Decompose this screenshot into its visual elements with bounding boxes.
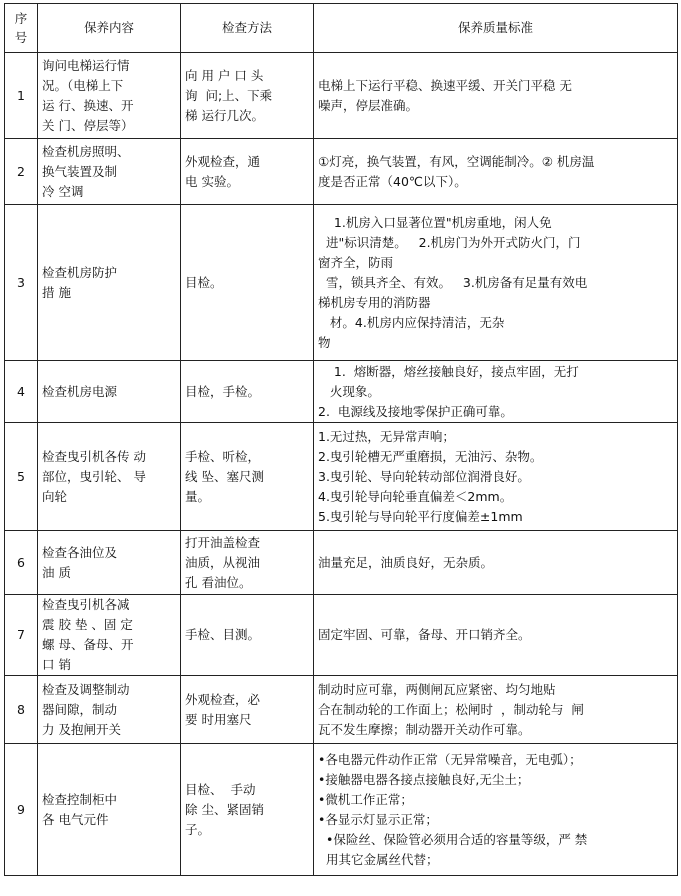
cell-standard [314, 676, 678, 744]
cell-line: 向 用 户 口 头 [185, 67, 264, 83]
cell-content [38, 595, 181, 676]
cell-line: •各显示灯显示正常； [318, 811, 438, 827]
cell-line: 电 实验。 [185, 173, 239, 189]
cell-line: 检查曳引机各传 动 [42, 448, 146, 464]
maintenance-table [4, 3, 678, 876]
header-content: 保养内容 [38, 4, 181, 53]
cell-no: 3 [5, 205, 38, 361]
table-row [5, 676, 678, 744]
cell-line: 目检，手检。 [185, 383, 261, 399]
cell-line: 噪声，停层准确。 [318, 97, 419, 113]
cell-line: 关 门、停层等） [42, 117, 134, 133]
cell-line: 检查机房电源 [42, 383, 118, 399]
cell-no: 1 [5, 53, 38, 139]
table-row [5, 139, 678, 205]
cell-line: 度是否正常（40℃以下）。 [318, 173, 467, 189]
cell-line: 油 质 [42, 564, 71, 580]
cell-line: 打开油盖检查 [185, 534, 261, 550]
cell-line: 换气装置及制 [42, 163, 118, 179]
cell-method [181, 423, 314, 531]
cell-no: 2 [5, 139, 38, 205]
cell-line: 制动时应可靠，两侧闸瓦应紧密、均匀地贴 [318, 681, 556, 697]
cell-line: 1. 熔断器，熔丝接触良好，接点牢固，无打 [318, 363, 579, 379]
cell-method [181, 205, 314, 361]
cell-line: 检查控制柜中 [42, 791, 118, 807]
cell-line: 瓦不发生摩擦；制动器开关动作可靠。 [318, 721, 531, 737]
cell-method [181, 676, 314, 744]
cell-line: 口 销 [42, 657, 71, 672]
cell-line: 外观检查，必 [185, 691, 261, 707]
cell-content [38, 423, 181, 531]
cell-standard [314, 205, 678, 361]
cell-line: 火现象。 [318, 383, 380, 399]
cell-line: 材。4.机房内应保持清洁，无杂 [318, 314, 505, 330]
cell-line: 固定牢固、可靠，备母、开口销齐全。 [318, 627, 531, 642]
cell-standard [314, 361, 678, 423]
cell-line: 量。 [185, 488, 211, 504]
cell-line: 运 行、换速、开 [42, 97, 134, 113]
cell-standard [314, 53, 678, 139]
cell-line: 用其它金属丝代替； [318, 851, 439, 867]
cell-line: 子。 [185, 821, 211, 837]
cell-content [38, 53, 181, 139]
cell-line: 震 胶 垫 、固 定 [42, 617, 133, 632]
cell-line: 梯 运行几次。 [185, 107, 264, 123]
cell-line: 检查各油位及 [42, 544, 118, 560]
cell-standard [314, 139, 678, 205]
header-no: 序 号 [5, 4, 38, 53]
cell-line: 况。（电梯上下 [42, 77, 124, 93]
cell-line: •接触器电器各接点接触良好,无尘土； [318, 771, 530, 787]
cell-method [181, 744, 314, 876]
cell-line: ①灯亮，换气装置，有风，空调能制冷。② 机房温 [318, 153, 595, 169]
cell-line: 2. 电源线及接地零保护正确可靠。 [318, 403, 513, 419]
cell-no: 9 [5, 744, 38, 876]
cell-no: 7 [5, 595, 38, 676]
cell-line: 油质，从视油 [185, 554, 261, 570]
table-row [5, 744, 678, 876]
cell-line: 力 及抱闸开关 [42, 721, 121, 737]
table-row [5, 595, 678, 676]
cell-line: 4.曳引轮导向轮垂直偏差＜2mm。 [318, 488, 513, 504]
cell-line: 1.机房入口显著位置"机房重地，闲人免 [318, 214, 552, 230]
cell-line: 询问电梯运行情 [42, 57, 130, 73]
cell-line: 合在制动轮的工作面上；松闸时 ，制动轮与 闸 [318, 701, 584, 717]
cell-line: 各 电气元件 [42, 811, 109, 827]
table-row [5, 205, 678, 361]
table-row [5, 423, 678, 531]
cell-line: •保险丝、保险管必须用合适的容量等级，严 禁 [318, 831, 588, 847]
header-row [5, 4, 678, 53]
cell-line: 手检、听检， [185, 448, 261, 464]
cell-line: 进"标识清楚。 2.机房门为外开式防火门，门 [318, 234, 581, 250]
cell-content [38, 139, 181, 205]
cell-line: 询 问;上、下乘 [185, 87, 273, 103]
cell-line: 手检、目测。 [185, 627, 261, 642]
cell-line: 检查机房照明、 [42, 143, 130, 159]
cell-standard [314, 744, 678, 876]
table-row [5, 361, 678, 423]
cell-content [38, 531, 181, 595]
cell-content [38, 676, 181, 744]
cell-method [181, 53, 314, 139]
header-method: 检查方法 [181, 4, 314, 53]
cell-method [181, 139, 314, 205]
cell-line: 梯机房专用的消防器 [318, 294, 431, 310]
header-standard: 保养质量标准 [314, 4, 678, 53]
cell-line: 除 尘、紧固销 [185, 801, 264, 817]
cell-line: 物 [318, 334, 331, 350]
cell-no: 6 [5, 531, 38, 595]
cell-no: 4 [5, 361, 38, 423]
cell-content [38, 205, 181, 361]
cell-line: 检查曳引机各减 [42, 597, 130, 612]
cell-line: 外观检查，通 [185, 153, 261, 169]
cell-line: 检查及调整制动 [42, 681, 130, 697]
cell-line: 要 时用塞尺 [185, 711, 252, 727]
cell-no: 5 [5, 423, 38, 531]
cell-line: 窗齐全，防雨 [318, 254, 394, 270]
cell-line: 部位，曳引轮、 导 [42, 468, 146, 484]
cell-line: 3.曳引轮、导向轮转动部位润滑良好。 [318, 468, 530, 484]
cell-line: 器间隙，制动 [42, 701, 118, 717]
cell-content [38, 361, 181, 423]
cell-line: 线 坠、塞尺测 [185, 468, 264, 484]
cell-line: 油量充足，油质良好，无杂质。 [318, 554, 494, 570]
cell-line: 5.曳引轮与导向轮平行度偏差±1mm [318, 508, 523, 524]
cell-line: 雪，锁具齐全、有效。 3.机房备有足量有效电 [318, 274, 588, 290]
cell-no: 8 [5, 676, 38, 744]
cell-line: 螺 母、备母、开 [42, 637, 134, 652]
cell-standard [314, 423, 678, 531]
cell-line: 目检。 [185, 274, 223, 290]
cell-line: 措 施 [42, 284, 71, 300]
cell-line: 目检、 手动 [185, 781, 256, 797]
cell-method [181, 531, 314, 595]
cell-standard [314, 531, 678, 595]
cell-line: 1.无过热，无异常声响； [318, 428, 455, 444]
table-row [5, 531, 678, 595]
cell-line: 向轮 [42, 488, 68, 504]
cell-content [38, 744, 181, 876]
cell-method [181, 595, 314, 676]
cell-line: 孔 看油位。 [185, 574, 252, 590]
cell-line: •各电器元件动作正常（无异常噪音，无电弧）； [318, 751, 582, 767]
cell-standard [314, 595, 678, 676]
cell-line: 冷 空调 [42, 183, 84, 199]
cell-line: •微机工作正常； [318, 791, 413, 807]
cell-line: 电梯上下运行平稳、换速平缓、开关门平稳 无 [318, 77, 572, 93]
cell-line: 检查机房防护 [42, 264, 118, 280]
cell-line: 2.曳引轮槽无严重磨损，无油污、杂物。 [318, 448, 543, 464]
table-row [5, 53, 678, 139]
cell-method [181, 361, 314, 423]
